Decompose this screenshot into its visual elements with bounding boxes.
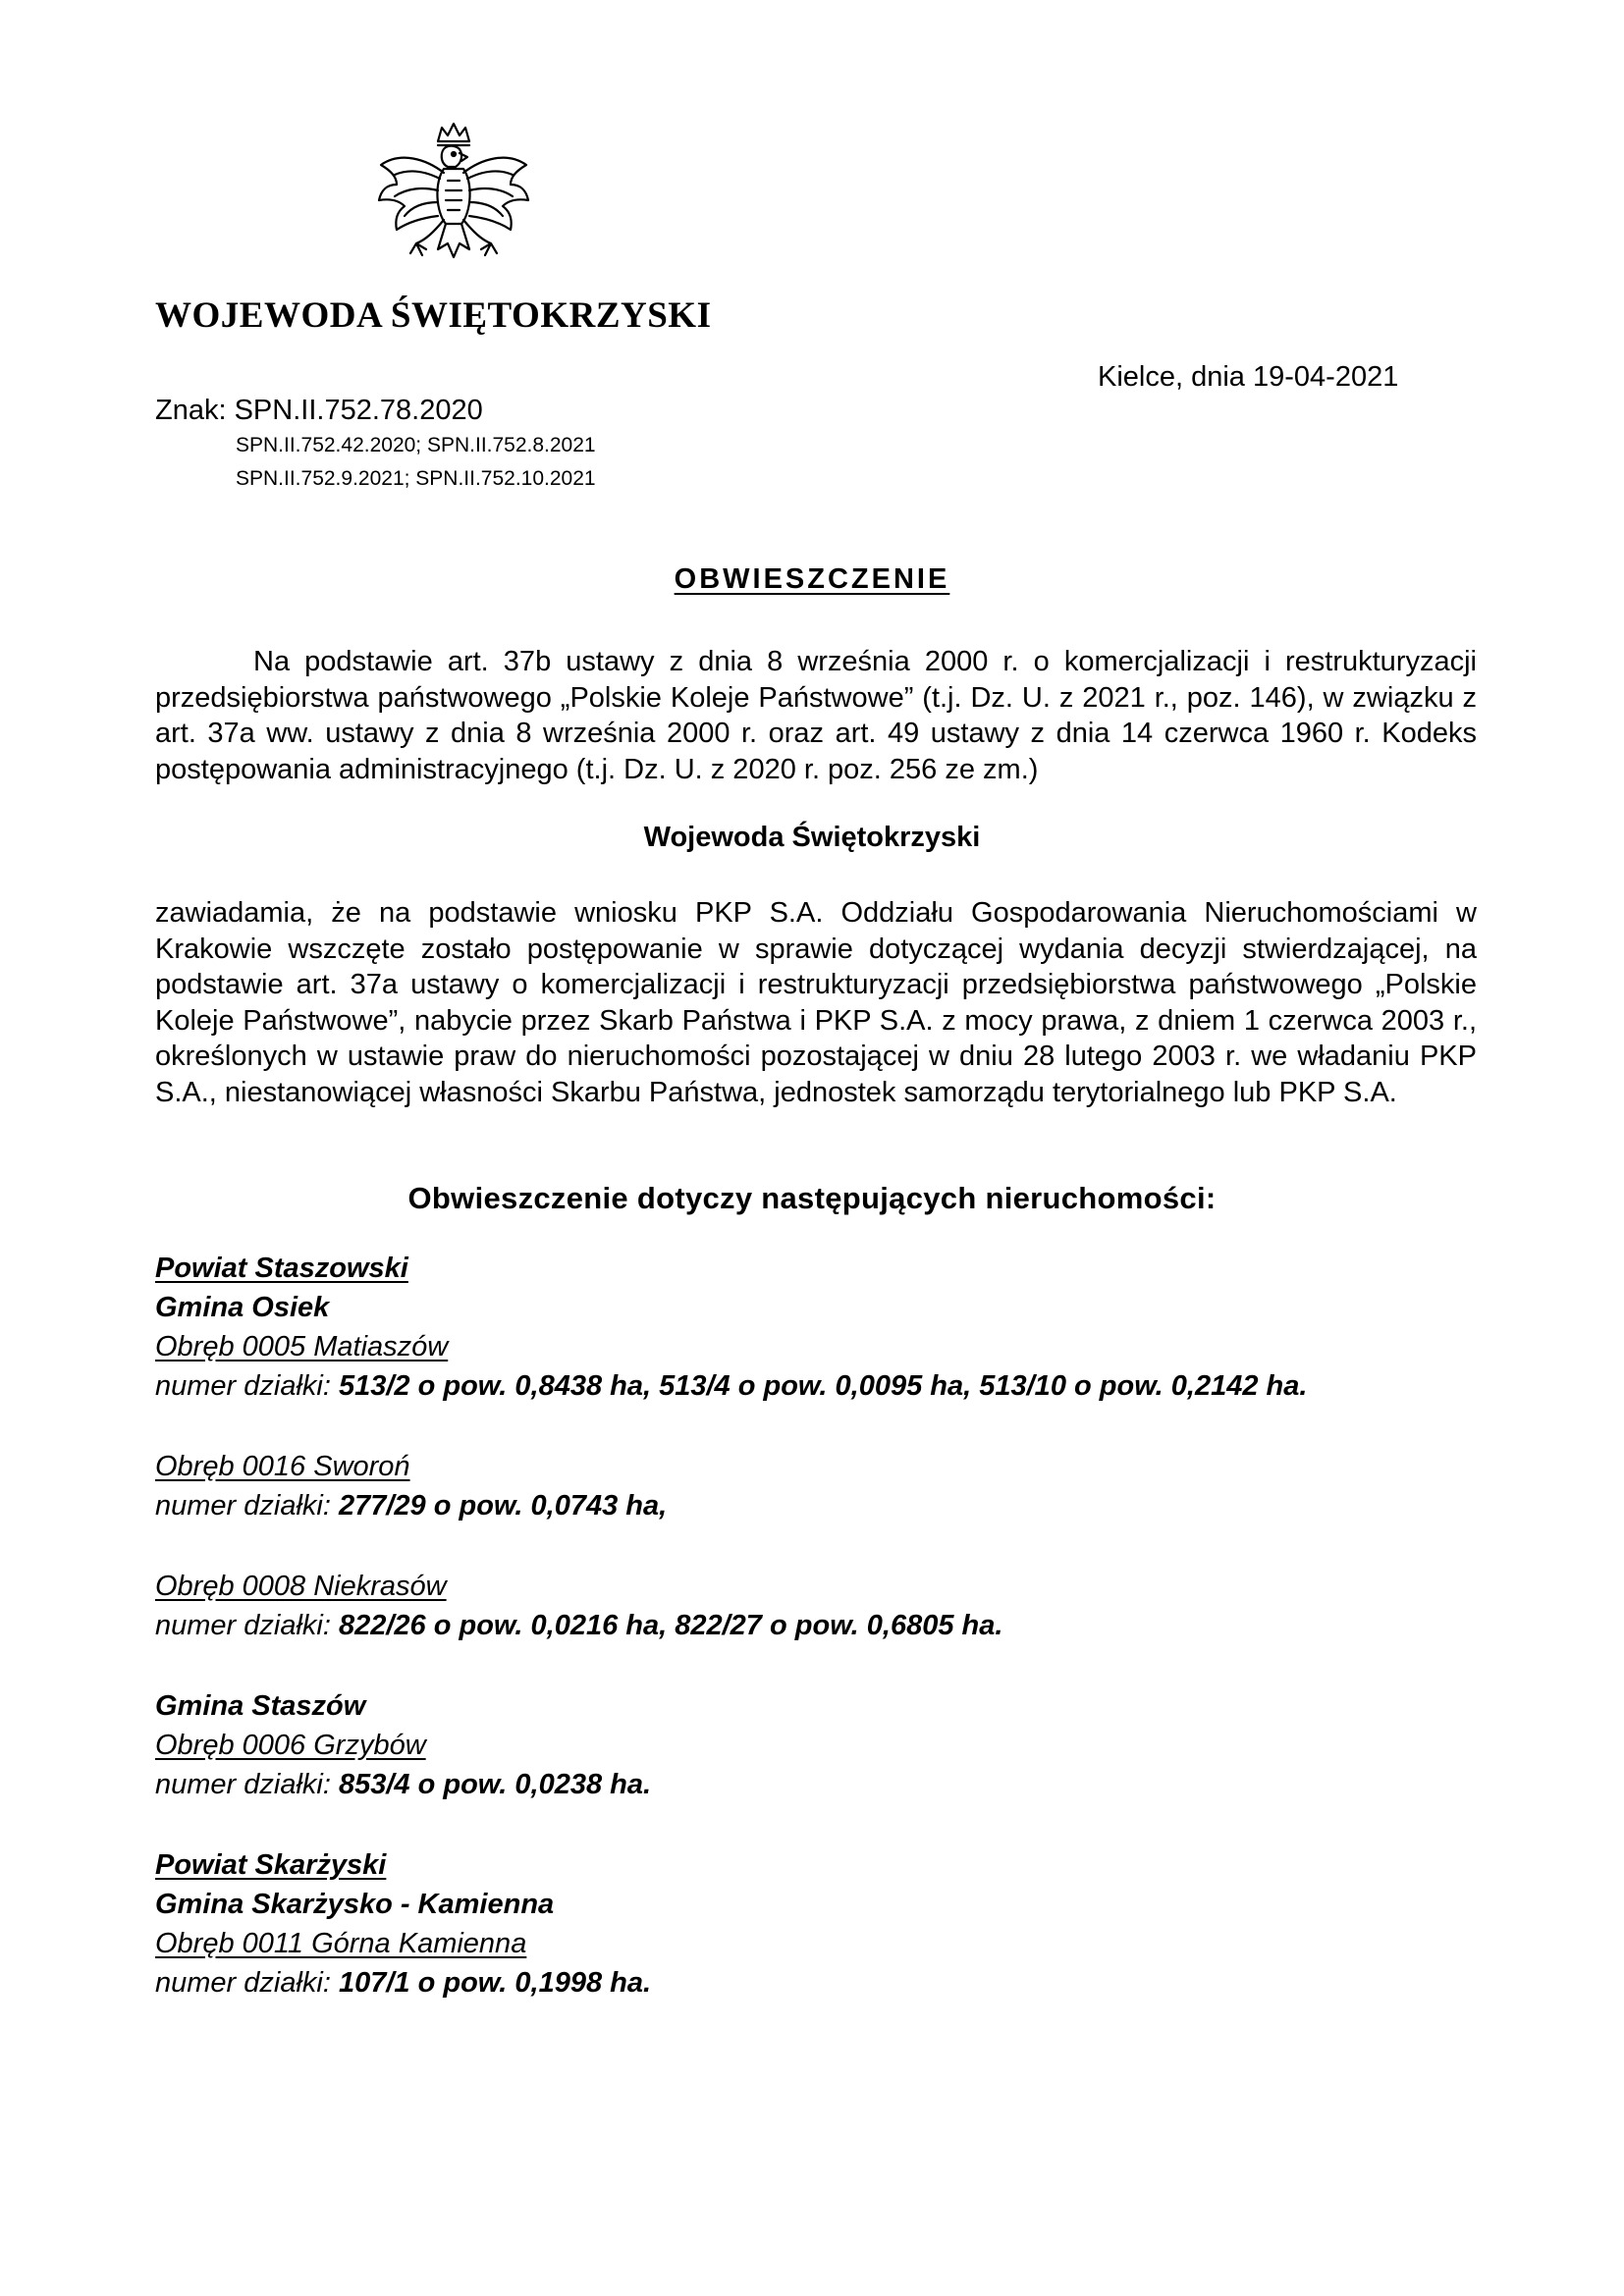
gmina-heading: Gmina Staszów [155,1690,366,1722]
parcel-label: numer działki: [155,1967,339,1999]
parcel-values: 513/2 o pow. 0,8438 ha, 513/4 o pow. 0,0095 ha, 513/10 o pow. 0,2142 ha. [338,1370,1308,1402]
related-reference-numbers: SPN.II.752.9.2021; SPN.II.752.10.2021 [236,467,596,490]
parcel-label: numer działki: [155,1370,339,1402]
authority-heading: Wojewoda Świętokrzyski [643,822,981,853]
parcel-label: numer działki: [155,1769,339,1800]
parcel-line [155,1490,667,1522]
parcel-values: 107/1 o pow. 0,1998 ha. [338,1967,652,1999]
related-reference-numbers: SPN.II.752.42.2020; SPN.II.752.8.2021 [236,434,596,456]
parcel-label: numer działki: [155,1490,339,1522]
obreb-heading: Obręb 0006 Grzybów [155,1730,426,1761]
obreb-heading: Obręb 0005 Matiaszów [155,1331,449,1362]
notice-title: OBWIESZCZENIE [674,563,950,595]
powiat-heading: Powiat Skarżyski [155,1849,387,1881]
obreb-heading: Obręb 0008 Niekrasów [155,1571,447,1602]
obreb-heading: Obręb 0016 Sworoń [155,1451,410,1482]
properties-heading: Obwieszczenie dotyczy następujących nieruchomości: [407,1181,1217,1215]
parcel-line [155,1967,651,2000]
parcel-values: 277/29 o pow. 0,0743 ha, [338,1490,668,1522]
parcel-line [155,1610,1002,1642]
obreb-heading: Obręb 0011 Górna Kamienna [155,1928,527,1959]
polish-eagle-emblem-icon [371,122,536,283]
gmina-heading: Gmina Skarżysko - Kamienna [155,1889,555,1920]
parcel-values: 853/4 o pow. 0,0238 ha. [338,1769,652,1800]
parcel-line [155,1769,651,1801]
gmina-heading: Gmina Osiek [155,1292,330,1323]
legal-basis-paragraph: Na podstawie art. 37b ustawy z dnia 8 września 2000 r. o komercjalizacji i restrukturyzacji przedsiębiorstwa państwowego „Polskie Koleje Państwowe” (t.j. Dz. U. z 2021 r., poz. 146), w związku z art. 37a ww. ustawy z dnia 8 września 2000 r. oraz art. 49 ustawy z dnia 14 czerwca 1960 r. Kodeks postępowania administracyjnego (t.j. Dz. U. z 2020 r. poz. 256 ze zm.) [155,646,1477,785]
office-title: WOJEWODA ŚWIĘTOKRZYSKI [155,295,712,336]
parcel-label: numer działki: [155,1610,339,1641]
parcel-line [155,1370,1307,1403]
reference-number: Znak: SPN.II.752.78.2020 [155,395,483,426]
place-and-date: Kielce, dnia 19-04-2021 [1098,361,1399,393]
parcel-values: 822/26 o pow. 0,0216 ha, 822/27 o pow. 0,6805 ha. [338,1610,1003,1641]
notice-body-paragraph: zawiadamia, że na podstawie wniosku PKP S.A. Oddziału Gospodarowania Nieruchomościami w Krakowie wszczęte zostało postępowanie w sprawie dotyczącej wydania decyzji stwierdzającej, na podstawie art. 37a ustawy o komercjalizacji i restrukturyzacji przedsiębiorstwa państwowego „Polskie Koleje Państwowe”, nabycie przez Skarb Państwa i PKP S.A. z mocy prawa, z dniem 1 czerwca 2003 r., określonych w ustawie praw do nieruchomości pozostającej w dniu 28 lutego 2003 r. we władaniu PKP S.A., niestanowiącej własności Skarbu Państwa, jednostek samorządu terytorialnego lub PKP S.A. [155,897,1477,1108]
powiat-heading: Powiat Staszowski [155,1253,408,1284]
